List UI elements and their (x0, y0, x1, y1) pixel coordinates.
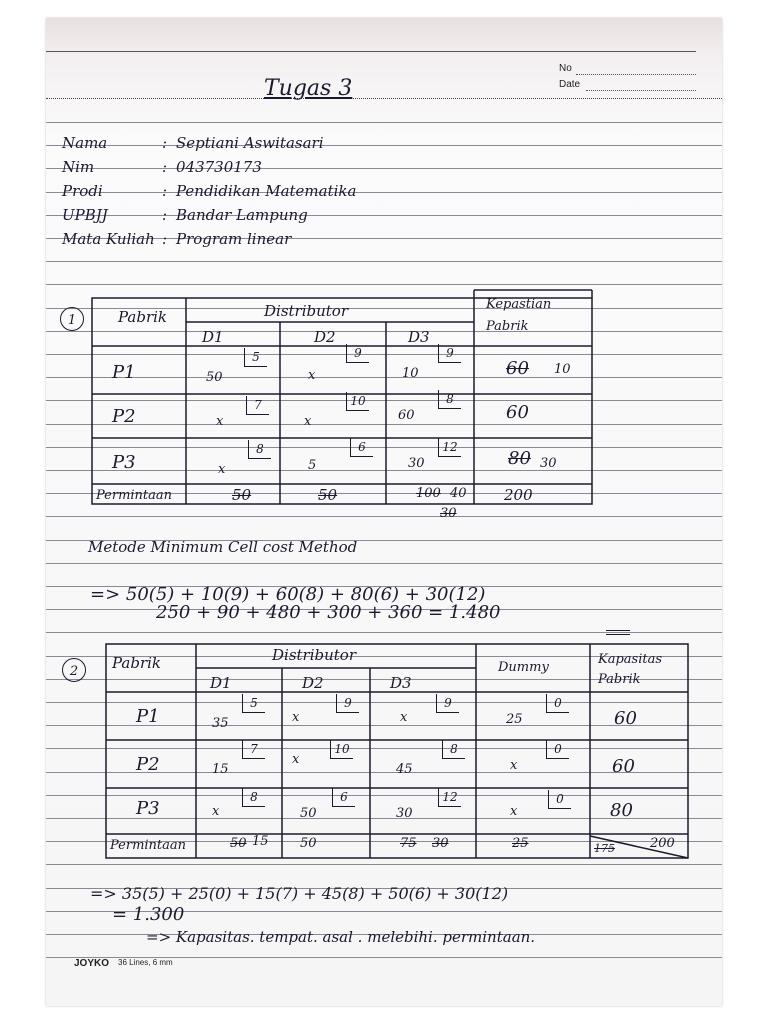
table-2-demand-label: Permintaan (110, 838, 187, 853)
brand-logo: JOYKO (74, 958, 110, 969)
table-1-cost-box: 8 (438, 390, 461, 409)
table-1-alloc: x (216, 414, 224, 429)
table-1-cost-box: 12 (438, 438, 461, 457)
table-1-capacity: 80 (508, 448, 531, 469)
notebook-page (46, 18, 722, 1006)
calc-2-line-2: = 1.300 (112, 904, 185, 925)
table-2-head-pabrik: Pabrik (112, 654, 162, 672)
table-2-total-a: 175 (594, 842, 615, 855)
table-2-col-d3: D3 (390, 674, 412, 692)
table-1-alloc: 50 (206, 370, 223, 385)
identity-label: Nama (62, 134, 108, 152)
table-1-demand-label: Permintaan (96, 488, 173, 503)
table-1-capacity: 60 (506, 402, 529, 423)
table-2-demand: 50 (300, 836, 317, 851)
table-1-cost-box: 10 (346, 392, 369, 411)
table-2-cost-box: 8 (442, 740, 465, 759)
table-1-demand-rest2: 30 (440, 506, 457, 521)
table-1-demand: 50 (232, 486, 252, 504)
identity-sep: : (162, 206, 168, 224)
table-1-alloc: 30 (408, 456, 425, 471)
table-1-demand-rest: 40 (450, 486, 467, 501)
table-1-alloc: 10 (402, 366, 419, 381)
table-2-dummy-alloc: x (510, 758, 518, 773)
lines-spec: 36 Lines, 6 mm (118, 958, 173, 967)
table-2-col-d2: D2 (302, 674, 324, 692)
table-2-alloc: 50 (300, 806, 317, 821)
table-2-dummy-cost-box: 0 (548, 790, 571, 809)
table-2-col-d1: D1 (210, 674, 232, 692)
table-2-row-label: P1 (136, 706, 160, 727)
date-label: Date (559, 79, 581, 90)
table-1-col-d2: D2 (314, 328, 336, 346)
table-2-dummy-cost-box: 0 (546, 740, 569, 759)
table-1-alloc: x (308, 368, 316, 383)
table-1-alloc: 5 (308, 458, 317, 473)
identity-sep: : (162, 134, 168, 152)
identity-label: UPBJJ (62, 206, 108, 224)
table-1-alloc: 60 (398, 408, 415, 423)
table-1-capacity: 60 (506, 358, 529, 379)
table-2-dummy-alloc: x (510, 804, 518, 819)
table-2-cost-box: 9 (436, 694, 459, 713)
page-title: Tugas 3 (264, 76, 353, 101)
table-1-capacity-rest: 30 (540, 456, 557, 471)
table-1-row-label: P3 (112, 452, 136, 473)
problem-1-number: 1 (67, 313, 77, 328)
table-1-cost-box: 6 (350, 438, 373, 457)
table-1-row-label: P1 (112, 362, 136, 383)
table-2-demand-rest: 15 (252, 834, 269, 849)
table-2-row-label: P2 (136, 754, 160, 775)
table-2-alloc: x (292, 710, 300, 725)
table-2-cost-box: 9 (336, 694, 359, 713)
identity-value: Pendidikan Matematika (176, 182, 357, 200)
table-2-head-dummy: Dummy (498, 660, 549, 675)
table-2-alloc: 45 (396, 762, 413, 777)
table-1-head-distributor: Distributor (264, 302, 349, 320)
table-2-dummy-cost-box: 0 (546, 694, 569, 713)
table-2-row-label: P3 (136, 798, 160, 819)
table-2-cost-box: 6 (332, 788, 355, 807)
table-1-head-kapasitas: Kepastian Pabrik (486, 297, 552, 334)
table-1-cost-box: 9 (346, 344, 369, 363)
identity-value: Bandar Lampung (176, 206, 308, 224)
table-2-head-kapasitas: Kapasitas Pabrik (598, 652, 663, 687)
table-1-demand: 100 (416, 486, 441, 501)
table-2-capacity: 60 (612, 756, 635, 777)
calc-1-line-2: 250 + 90 + 480 + 300 + 360 = 1.480 (156, 602, 501, 623)
identity-value: Program linear (176, 230, 292, 248)
table-2-capacity: 60 (614, 708, 637, 729)
table-1-capacity-rest: 10 (554, 362, 571, 377)
table-2-alloc: x (292, 752, 300, 767)
table-2-cost-box: 10 (330, 740, 353, 759)
method-title: Metode Minimum Cell cost Method (88, 538, 358, 556)
table-2-total-b: 200 (650, 836, 675, 851)
identity-sep: : (162, 182, 168, 200)
table-2-capacity: 80 (610, 800, 633, 821)
table-2-cost-box: 12 (438, 788, 461, 807)
identity-label: Nim (62, 158, 95, 176)
table-2-demand: 75 (400, 836, 417, 851)
identity-value: 043730173 (176, 158, 262, 176)
table-1-cost-box: 5 (244, 348, 267, 367)
calc-2-line-3: => Kapasitas. tempat. asal . melebihi. permintaan. (146, 928, 536, 946)
table-2-alloc: x (400, 710, 408, 725)
no-label: No (559, 63, 572, 74)
table-2-demand: 50 (230, 836, 247, 851)
table-1-demand: 50 (318, 486, 338, 504)
table-2-alloc: 35 (212, 716, 229, 731)
table-2-dummy-alloc: 25 (506, 712, 523, 727)
table-2-grid (46, 18, 722, 1006)
table-2-cost-box: 5 (242, 694, 265, 713)
identity-label: Mata Kuliah (62, 230, 155, 248)
table-2-demand: 25 (512, 836, 529, 851)
table-1-col-d3: D3 (408, 328, 430, 346)
table-2-alloc: x (212, 804, 220, 819)
table-1-total: 200 (504, 486, 533, 504)
table-2-demand-rest: 30 (432, 836, 449, 851)
table-1-alloc: x (304, 414, 312, 429)
table-1-col-d1: D1 (202, 328, 224, 346)
table-1-cost-box: 8 (248, 440, 271, 459)
calc-2-line-1: => 35(5) + 25(0) + 15(7) + 45(8) + 50(6) + 30(12) (90, 884, 509, 903)
table-1-cost-box: 7 (246, 396, 269, 415)
identity-sep: : (162, 230, 168, 248)
identity-sep: : (162, 158, 168, 176)
table-1-alloc: x (218, 462, 226, 477)
problem-2-number: 2 (69, 664, 79, 679)
calc-1-line-1: => 50(5) + 10(9) + 60(8) + 80(6) + 30(12) (90, 584, 486, 605)
identity-label: Prodi (62, 182, 103, 200)
table-1-head-pabrik: Pabrik (118, 308, 168, 326)
table-2-alloc: 15 (212, 762, 229, 777)
table-1-row-label: P2 (112, 406, 136, 427)
table-2-alloc: 30 (396, 806, 413, 821)
table-2-head-distributor: Distributor (272, 646, 357, 664)
table-2-cost-box: 8 (242, 788, 265, 807)
identity-value: Septiani Aswitasari (176, 134, 324, 152)
table-1-cost-box: 9 (438, 344, 461, 363)
table-2-cost-box: 7 (242, 740, 265, 759)
